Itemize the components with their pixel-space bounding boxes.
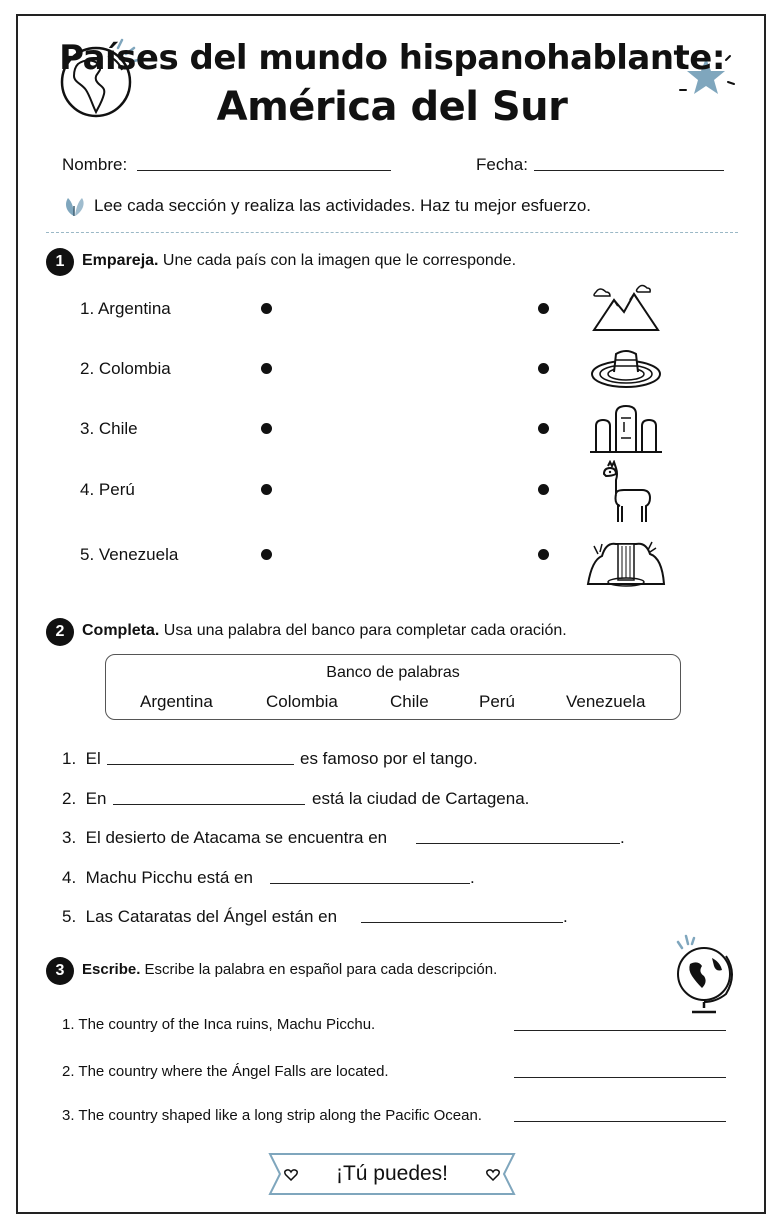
moai-icon [588,400,664,456]
sentence-4 [62,868,253,888]
sentence-before: El desierto de Atacama se encuentra en [85,828,388,847]
section3-heading-bold: Escribe. [82,961,141,978]
match-item-3: 3. Chile [80,419,138,438]
right-dot-5[interactable] [538,549,549,560]
leaf-icon [62,194,88,218]
page-title-line2: América del Sur [216,84,568,130]
left-dot-5[interactable] [261,549,272,560]
word-bank [105,654,681,720]
sentence-1-after: es famoso por el tango. [300,749,478,768]
word-bank-title: Banco de palabras [326,664,460,681]
sentence-4-after: . [470,868,475,887]
sentence-number: 2. [62,789,77,808]
blank-5[interactable] [361,922,563,923]
match-item-5: 5. Venezuela [80,545,179,564]
sentence-1 [62,749,101,769]
page-title-line1: Países del mundo hispanohablante: [59,38,725,78]
section3-heading-text: Escribe la palabra en español para cada descripción. [140,961,498,978]
section1-heading-text: Une cada país con la imagen que le corresponde. [158,252,517,269]
blank-4[interactable] [270,883,470,884]
bank-word-chile: Chile [390,692,429,711]
sentence-number: 3. [62,828,77,847]
waterfall-icon [584,530,668,588]
right-dot-4[interactable] [538,484,549,495]
sentence-number: 5. [62,907,77,926]
right-dot-3[interactable] [538,423,549,434]
sentence-before: Machu Picchu está en [85,868,253,887]
sentence-2 [62,789,106,809]
bank-word-argentina: Argentina [140,692,213,711]
description-2: 2. The country where the Ángel Falls are located. [62,1063,389,1080]
description-3: 3. The country shaped like a long strip along the Pacific Ocean. [62,1107,482,1124]
divider [46,232,738,233]
section2-number-badge: 2 [46,618,74,646]
section1-heading [82,252,516,270]
answer-line-2[interactable] [514,1077,726,1078]
sentence-5 [62,907,337,927]
sentence-3 [62,828,387,848]
sentence-2-after: está la ciudad de Cartagena. [312,789,530,808]
name-label: Nombre: [62,155,128,174]
section2-heading [82,622,567,640]
blank-2[interactable] [113,804,305,805]
left-dot-4[interactable] [261,484,272,495]
bank-word-venezuela: Venezuela [566,692,646,711]
description-1: 1. The country of the Inca ruins, Machu Picchu. [62,1016,376,1033]
instructions-text: Lee cada sección y realiza las actividades. Haz tu mejor esfuerzo. [94,196,592,215]
bank-word-peru: Perú [479,692,515,711]
section2-heading-bold: Completa. [82,622,160,639]
banner-text: ¡Tú puedes! [335,1162,449,1185]
name-field[interactable] [137,170,391,171]
answer-line-3[interactable] [514,1121,726,1122]
right-dot-2[interactable] [538,363,549,374]
section1-number-badge: 1 [46,248,74,276]
sentence-before: En [85,789,107,808]
sentence-number: 4. [62,868,77,887]
sentence-before: El [85,749,101,768]
section1-heading-bold: Empareja. [82,252,159,269]
sentence-number: 1. [62,749,77,768]
blank-1[interactable] [107,764,294,765]
sentence-3-after: . [620,828,625,847]
encouragement-banner [268,1152,516,1196]
desk-globe-icon [668,932,740,1016]
bank-word-colombia: Colombia [266,692,338,711]
sombrero-vueltiao-icon [588,344,664,392]
answer-line-1[interactable] [514,1030,726,1031]
mountains-icon [590,282,662,334]
left-dot-2[interactable] [261,363,272,374]
blank-3[interactable] [416,843,620,844]
left-dot-3[interactable] [261,423,272,434]
sentence-before: Las Cataratas del Ángel están en [85,907,338,926]
match-item-4: 4. Perú [80,480,135,499]
right-dot-1[interactable] [538,303,549,314]
left-dot-1[interactable] [261,303,272,314]
match-item-2: 2. Colombia [80,359,171,378]
match-item-1: 1. Argentina [80,299,171,318]
section3-number-badge: 3 [46,957,74,985]
section3-heading [82,961,497,978]
date-field[interactable] [534,170,724,171]
worksheet-frame [16,14,766,1214]
section2-heading-text: Usa una palabra del banco para completar cada oración. [159,622,567,639]
llama-icon [598,460,654,524]
date-label: Fecha: [476,155,528,174]
sentence-5-after: . [563,907,568,926]
